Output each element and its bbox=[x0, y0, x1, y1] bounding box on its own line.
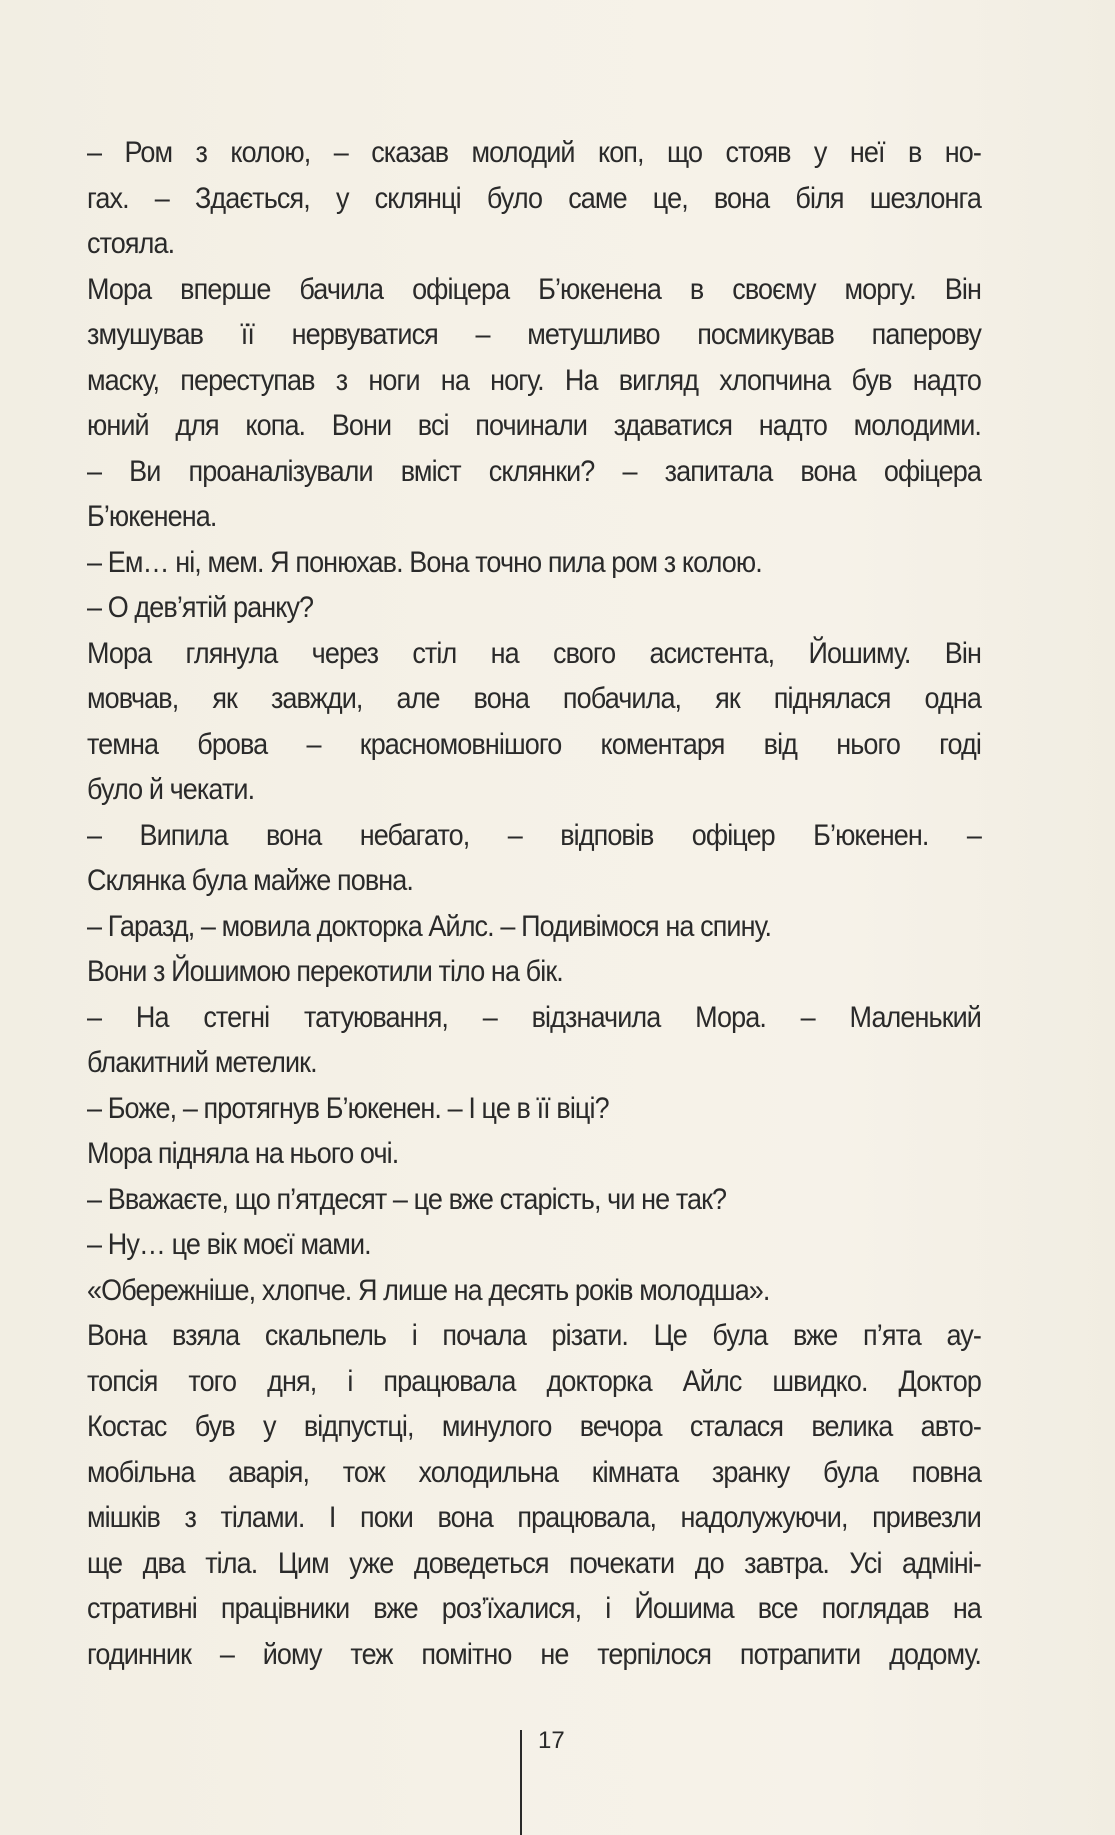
text-line: стояла. bbox=[87, 227, 175, 260]
text-line: Вони з Йошимою перекотили тіло на бік. bbox=[87, 955, 563, 988]
text-line: Б’юкенена. bbox=[87, 500, 217, 533]
text-line: Мора вперше бачила офіцера Б’юкенена в своєму моргу. Він bbox=[87, 272, 981, 306]
text-line: темна брова – красномовнішого коментаря від нього годі bbox=[87, 727, 981, 761]
text-line: – Ви проаналізували вміст склянки? – запитала вона офіцера bbox=[87, 454, 981, 488]
text-line: годинник – йому теж помітно не терпілося потрапити додому. bbox=[87, 1637, 981, 1671]
text-line: – Боже, – протягнув Б’юкенен. – І це в її віці? bbox=[87, 1091, 609, 1125]
text-line: юний для копа. Вони всі починали здаватися надто молодими. bbox=[87, 409, 981, 442]
text-line: мобільна аварія, тож холодильна кімната зранку була повна bbox=[87, 1455, 981, 1489]
text-line: – Випила вона небагато, – відповів офіцер Б’юкенен. – bbox=[87, 818, 981, 852]
text-line: топсія того дня, і працювала докторка Айлс швидко. Доктор bbox=[87, 1364, 981, 1398]
text-line: блакитний метелик. bbox=[87, 1046, 317, 1079]
text-line: – Гаразд, – мовила докторка Айлс. – Подивімося на спину. bbox=[87, 909, 772, 943]
text-line: було й чекати. bbox=[87, 773, 255, 806]
text-line: Склянка була майже повна. bbox=[87, 864, 414, 897]
text-line: маску, переступав з ноги на ногу. На вигляд хлопчина був надто bbox=[87, 363, 981, 397]
text-line: гах. – Здається, у склянці було саме це, вона біля шезлонга bbox=[87, 181, 981, 215]
text-line: Мора глянула через стіл на свого асистента, Йошиму. Він bbox=[87, 636, 981, 670]
text-line: – Ром з колою, – сказав молодий коп, що стояв у неї в но- bbox=[87, 136, 981, 169]
page-number: 17 bbox=[538, 1727, 565, 1754]
text-line: Вона взяла скальпель і почала різати. Це була вже п’ята ау- bbox=[87, 1319, 981, 1352]
text-line: мовчав, як завжди, але вона побачила, як піднялася одна bbox=[87, 682, 981, 715]
text-line: Мора підняла на нього очі. bbox=[87, 1137, 399, 1170]
text-line: стративні працівники вже роз’їхалися, і Йошима все поглядав на bbox=[87, 1592, 981, 1625]
text-line: – Ем… ні, мем. Я понюхав. Вона точно пила ром з колою. bbox=[87, 545, 762, 579]
text-line: – Вважаєте, що п’ятдесят – це вже старість, чи не так? bbox=[87, 1182, 727, 1216]
footer-rule bbox=[520, 1730, 522, 1835]
text-line: «Обережніше, хлопче. Я лише на десять років молодша». bbox=[87, 1273, 770, 1307]
body-text bbox=[87, 130, 981, 1677]
text-line: ще два тіла. Цим уже доведеться почекати до завтра. Усі адміні- bbox=[87, 1546, 981, 1580]
text-line: Костас був у відпустці, минулого вечора сталася велика авто- bbox=[87, 1410, 981, 1443]
text-line: – Ну… це вік моєї мами. bbox=[87, 1228, 371, 1261]
text-line: мішків з тілами. І поки вона працювала, надолужуючи, привезли bbox=[87, 1501, 981, 1534]
text-line: – О дев’ятій ранку? bbox=[87, 591, 314, 624]
text-line: змушував її нервуватися – метушливо посмикував паперову bbox=[87, 318, 981, 351]
text-line: – На стегні татуювання, – відзначила Мора. – Маленький bbox=[87, 1000, 981, 1034]
